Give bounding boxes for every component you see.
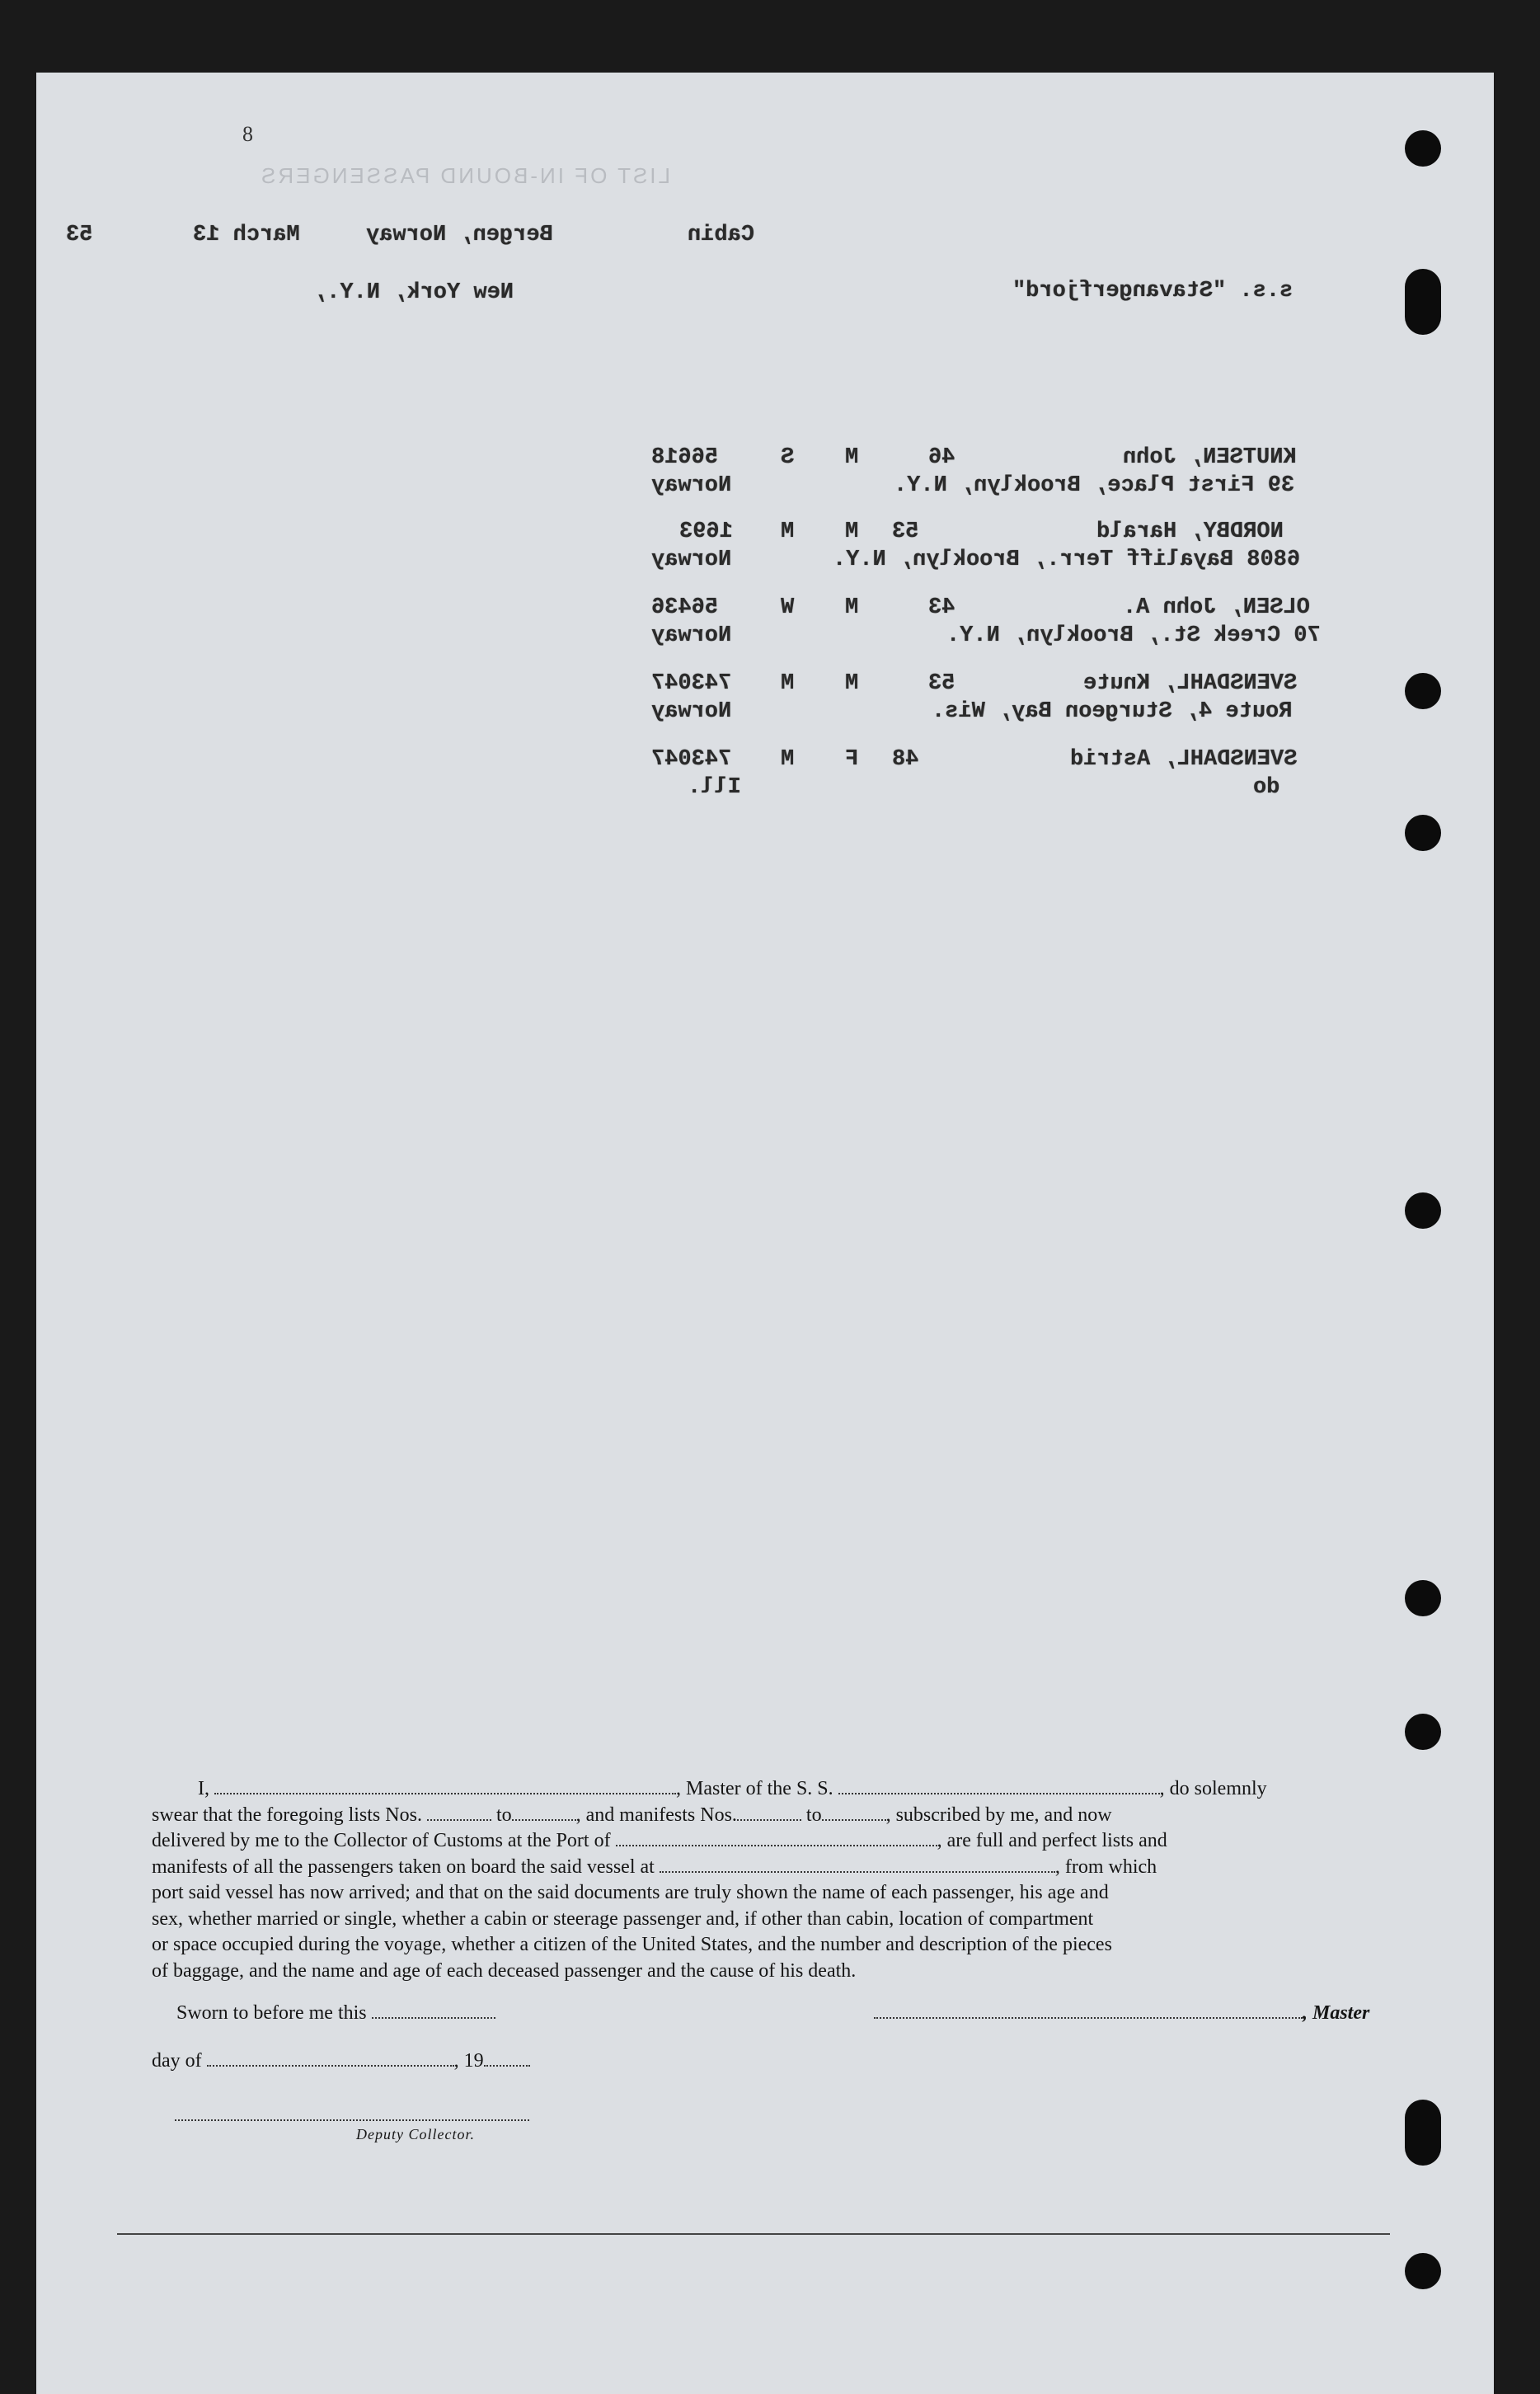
passenger-age: 53	[928, 671, 955, 696]
passenger-number: 743047	[651, 671, 732, 696]
passenger-country: Norway	[651, 699, 732, 724]
passenger-country: Norway	[651, 473, 732, 498]
day-of-line: day of , 19	[152, 2050, 530, 2072]
passenger-status: M	[781, 747, 795, 772]
passenger-sex: M	[845, 520, 859, 544]
passenger-age: 48	[892, 747, 919, 772]
passenger-country: Ill.	[688, 775, 741, 800]
manifest-page	[36, 73, 1494, 2394]
passenger-address: Route 4, Sturgeon Bay, Wis.	[932, 699, 1293, 724]
page-number: 8	[242, 122, 253, 146]
passenger-name: SVENSDAHL, Astrid	[1070, 747, 1298, 772]
passenger-address: 70 Creek St., Brooklyn, N.Y.	[946, 623, 1321, 648]
passenger-status: W	[781, 595, 795, 620]
faint-form-title: LIST OF IN-BOUND PASSENGERS	[259, 163, 671, 188]
binder-hole	[1405, 2253, 1441, 2289]
passenger-number: 56618	[651, 445, 719, 470]
certificate-line: or space occupied during the voyage, whether a citizen of the United States, and the number and description of the pieces	[152, 1934, 1112, 1955]
page-ref: 53	[66, 223, 93, 247]
passenger-age: 46	[928, 445, 955, 470]
destination-port: New York, N.Y.,	[313, 280, 514, 305]
binder-hole	[1405, 1580, 1441, 1616]
deputy-signature-line	[175, 2119, 529, 2121]
passenger-status: M	[781, 520, 795, 544]
passenger-age: 53	[892, 520, 919, 544]
binder-hole	[1405, 815, 1441, 851]
passenger-sex: M	[845, 671, 859, 696]
passenger-country: Norway	[651, 548, 732, 572]
passenger-status: M	[781, 671, 795, 696]
travel-date: March 13	[193, 223, 300, 247]
passenger-country: Norway	[651, 623, 732, 648]
ship-name: s.s. "Stavangerfjord"	[1012, 279, 1294, 303]
certificate-line: delivered by me to the Collector of Customs at the Port of , are full and perfect lists and	[152, 1830, 1167, 1851]
certificate-line: swear that the foregoing lists Nos. to , and manifests Nos. to , subscribed by me, and now	[152, 1804, 1112, 1826]
passenger-address: 6808 Bayaliff Terr., Brooklyn, N.Y.	[833, 548, 1301, 572]
deputy-collector-label: Deputy Collector.	[356, 2126, 475, 2142]
certificate-line: sex, whether married or single, whether a cabin or steerage passenger and, if other than cabin, location of compartment	[152, 1907, 1094, 1930]
binder-hole	[1405, 673, 1441, 709]
passenger-name: KNUTSEN, John	[1123, 445, 1297, 470]
passenger-number: 56436	[651, 595, 719, 620]
bottom-rule	[117, 2233, 1390, 2235]
certificate-line: of baggage, and the name and age of each deceased passenger and the cause of his death.	[152, 1959, 857, 1982]
passenger-sex: F	[845, 747, 859, 772]
passenger-number: 1693	[679, 520, 733, 544]
master-signature-line: , Master	[874, 2002, 1369, 2025]
passenger-name: NORDBY, Harald	[1096, 520, 1284, 544]
binder-hole	[1405, 2100, 1441, 2166]
passenger-sex: M	[845, 595, 859, 620]
passenger-age: 43	[928, 595, 955, 620]
binder-hole	[1405, 269, 1441, 335]
passenger-number: 743047	[651, 747, 732, 772]
embarkation-port: Bergen, Norway	[366, 223, 553, 247]
master-certificate	[152, 1776, 1388, 1984]
binder-hole	[1405, 1714, 1441, 1750]
certificate-line: manifests of all the passengers taken on board the said vessel at , from which	[152, 1855, 1157, 1878]
sworn-line: Sworn to before me this	[176, 2002, 495, 2025]
binder-hole	[1405, 130, 1441, 167]
binder-hole	[1405, 1192, 1441, 1229]
passenger-address: do	[1253, 775, 1280, 800]
passenger-name: SVENSDAHL, Knute	[1083, 671, 1298, 696]
passenger-address: 39 First Place, Brooklyn, N.Y.	[894, 473, 1295, 498]
certificate-line: I, , Master of the S. S. , do solemnly	[198, 1778, 1267, 1799]
passenger-status: S	[781, 445, 795, 470]
certificate-line: port said vessel has now arrived; and that on the said documents are truly shown the name of each passenger, his age and	[152, 1882, 1109, 1903]
passenger-class: Cabin	[688, 223, 755, 247]
passenger-sex: M	[845, 445, 859, 470]
passenger-name: OLSEN, John A.	[1123, 595, 1310, 620]
